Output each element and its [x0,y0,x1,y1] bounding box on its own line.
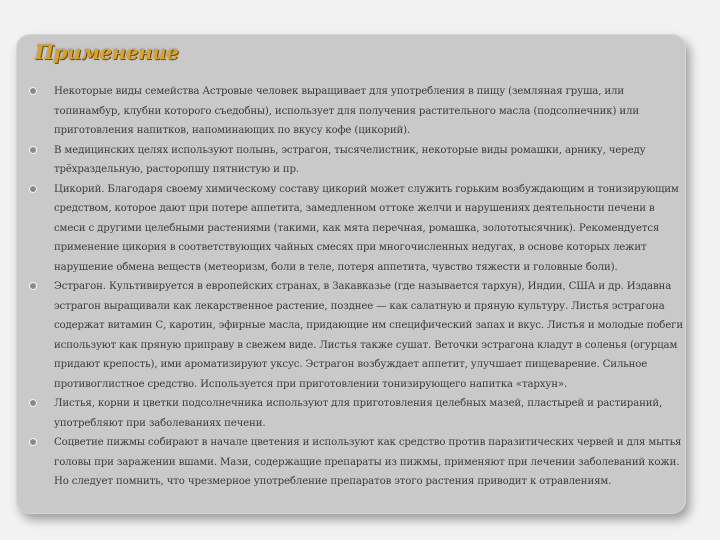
list-item-text: В медицинских целях используют полынь, эстрагон, тысячелистник, некоторые виды ромашки, арнику, череду трёхраздельную, расторопшу пятнистую и пр. [54,144,646,175]
bullet-list [28,82,684,492]
list-item-text: Цикорий. Благодаря своему химическому составу цикорий может служить горьким возбуждающим и тонизирующим средством, которое дают при потере аппетита, замедленном оттоке желчи и нарушениях деятельности печени в смеси с другими целебными растениями (такими, как мята перечная, ромашка, золототысячник). Рекомендуется применение цикория в соответствующих чайных смесях при многочисленных недугах, в основе которых лежит нарушение обмена веществ (метеоризм, боли в теле, потеря аппетита, чувство тяжести и головные боли). [54,183,679,273]
bullet-icon [30,400,36,406]
list-item [28,394,684,433]
bullet-icon [30,186,36,192]
bullet-icon [30,147,36,153]
list-item [28,180,684,278]
list-item-text: Соцветие пижмы собирают в начале цветения и используют как средство против паразитических червей и для мытья головы при заражении вшами. Мази, содержащие препараты из пижмы, применяют при лечении заболеваний кожи. Но следует помнить, что чрезмерное употребление препаратов этого растения приводит к отравлениям. [54,437,682,487]
list-item [28,141,684,180]
bullet-icon [30,88,36,94]
list-item-text: Некоторые виды семейства Астровые человек выращивает для употребления в пищу (земляная груша, или топинамбур, клубни которого съедобны), использует для получения растительного масла (подсолнечник) или приготовления напитков, напоминающих по вкусу кофе (цикорий). [54,86,639,136]
list-item [28,277,684,394]
slide-title: Применение [35,40,179,64]
list-item-text: Эстрагон. Культивируется в европейских странах, в Закавказье (где называется тархун), Индии, США и др. Издавна эстрагон выращивали как лекарственное растение, позднее — как салатную и пряную культуру. Листья эстрагона содержат витамин С, каротин, эфирные масла, придающие им специфический запах и вкус. Листья и молодые побеги используют как пряную приправу в свежем виде. Листья также сушат. Веточки эстрагона кладут в соленья (огурцам придают крепость), ими ароматизируют уксус. Эстрагон возбуждает аппетит, улучшает пищеварение. Сильное противоглистное средство. Используется при приготовлении тонизирующего напитка «тархун». [54,281,683,390]
bullet-icon [30,283,36,289]
list-item [28,82,684,141]
list-item [28,433,684,492]
list-item-text: Листья, корни и цветки подсолнечника используют для приготовления целебных мазей, пластырей и растираний, употребляют при заболеваниях печени. [54,398,663,429]
bullet-icon [30,439,36,445]
